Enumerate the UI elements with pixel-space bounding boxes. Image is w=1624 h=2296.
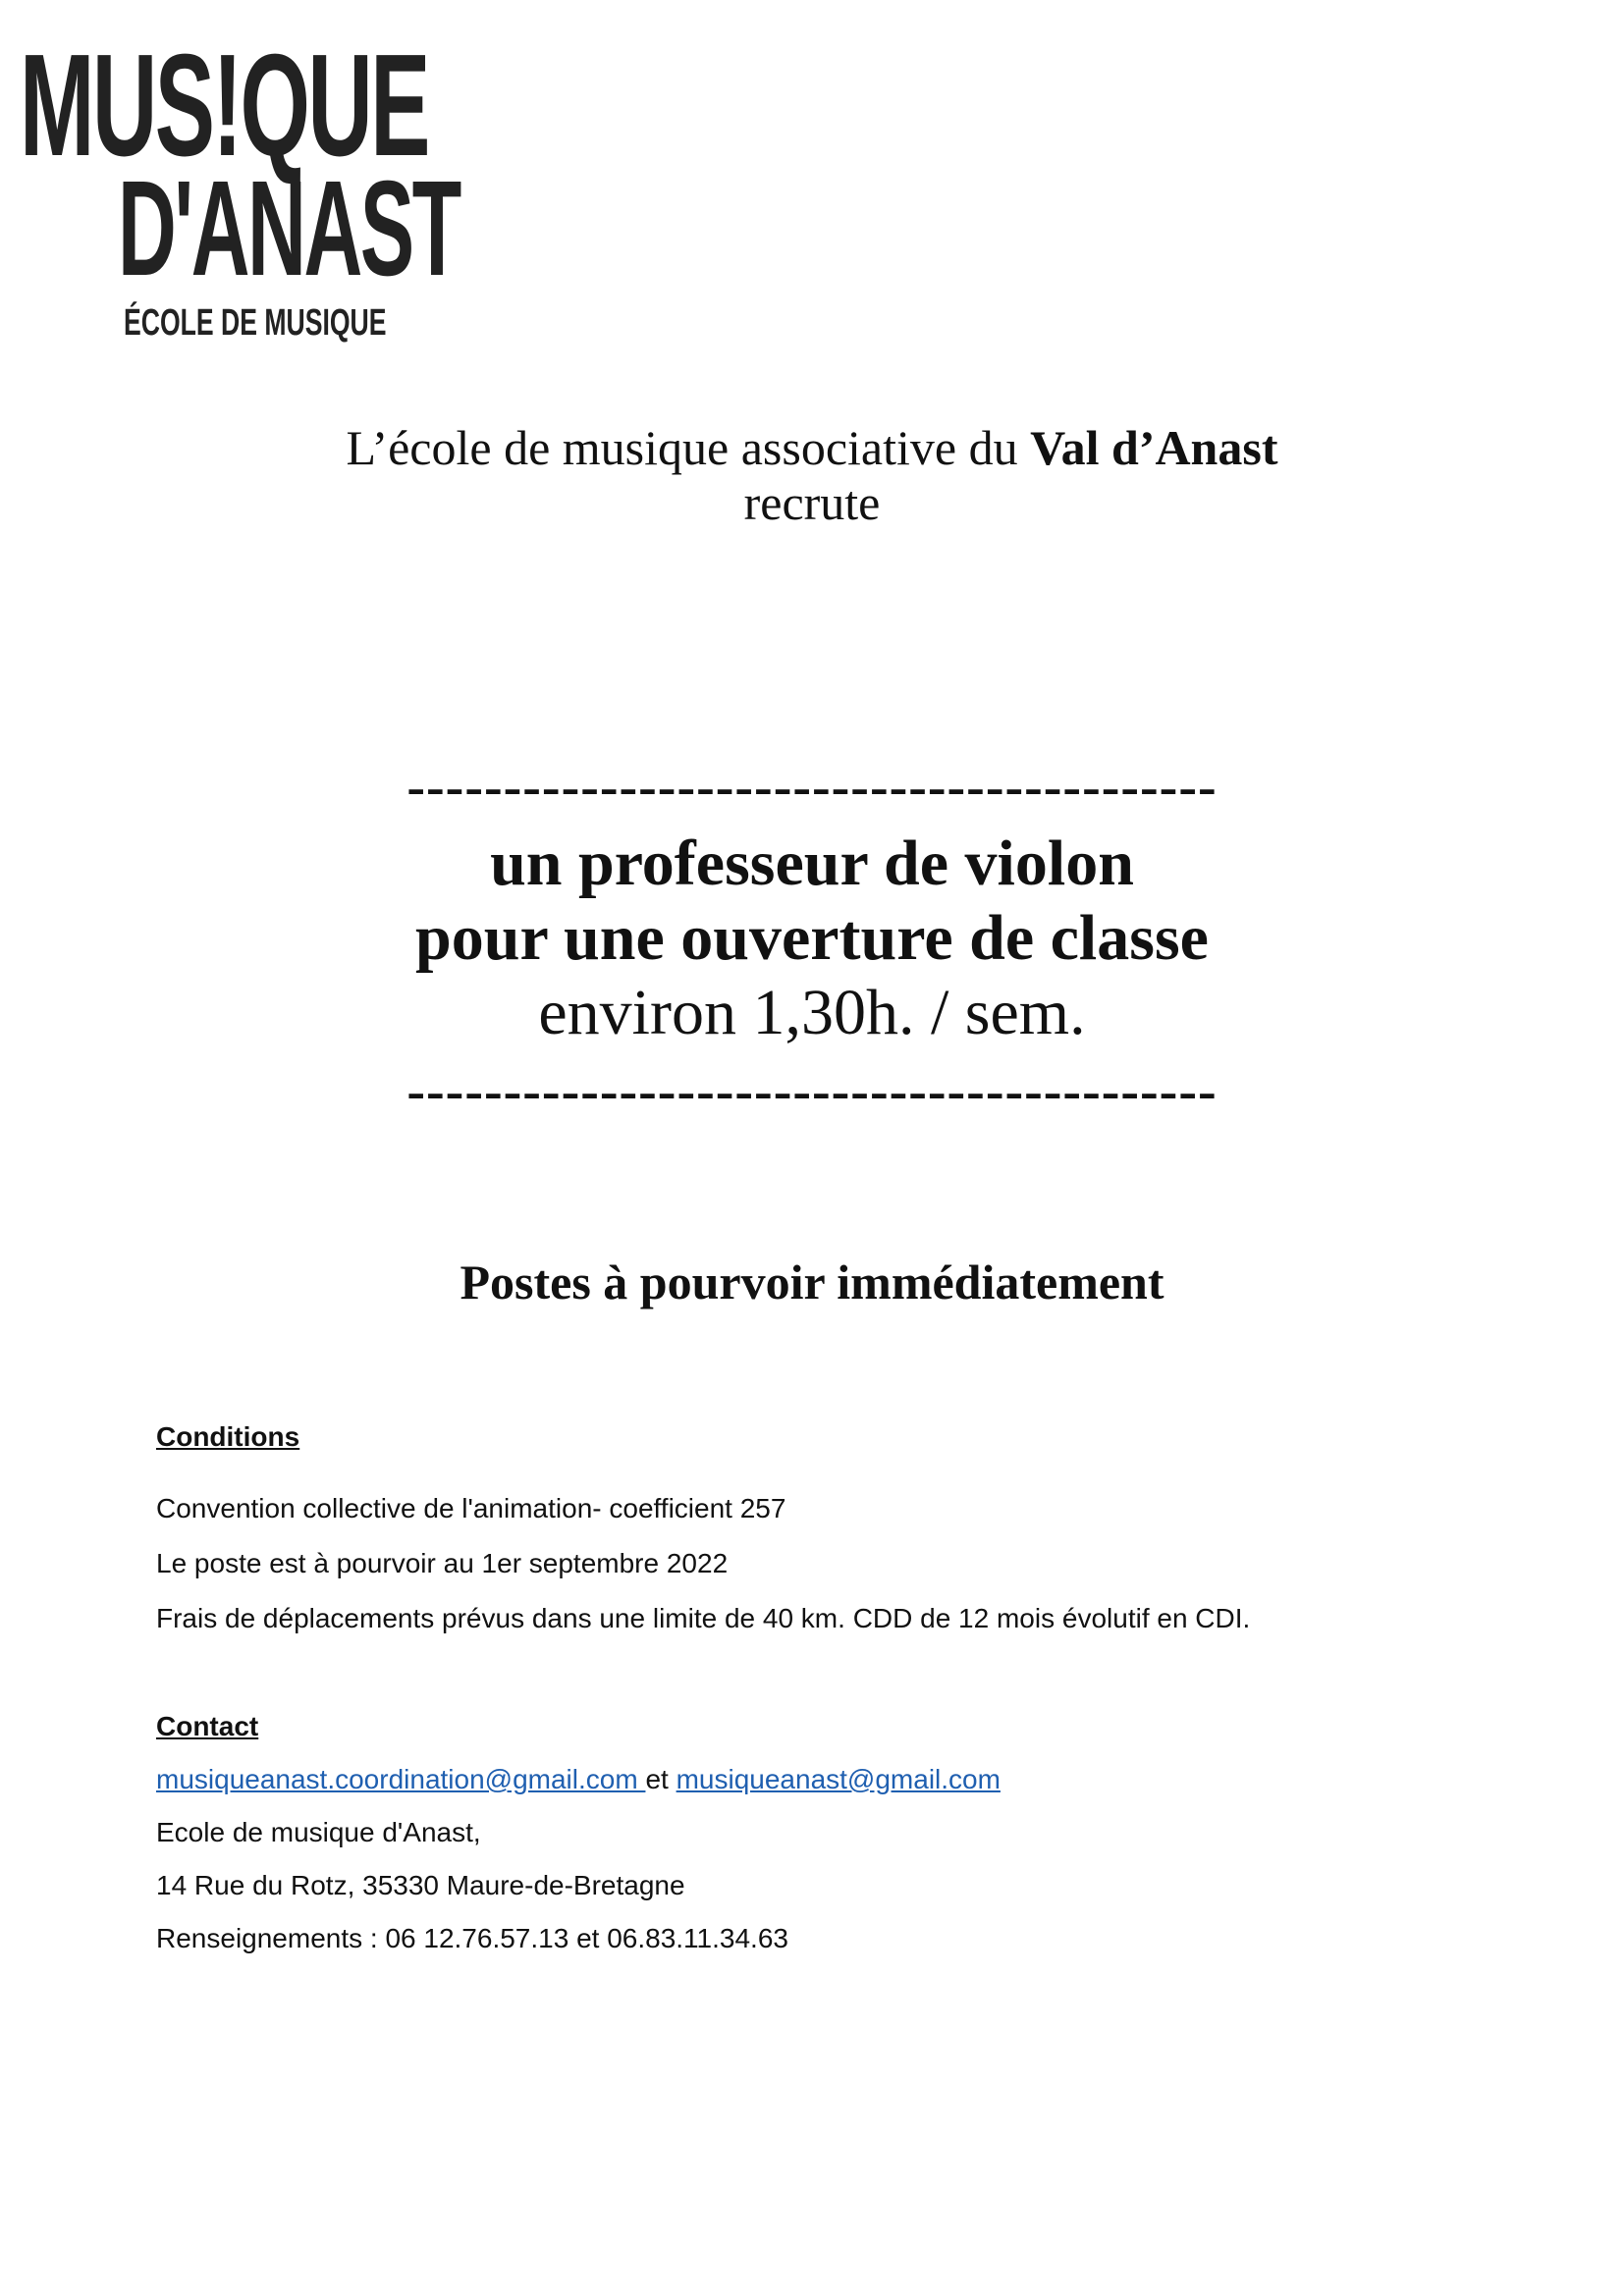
separator-top: ------------------------------------------: [406, 757, 1218, 818]
logo-text-musique: MUS!QUE: [20, 25, 428, 187]
job-title: un professeur de violon: [490, 828, 1134, 899]
conditions-heading: Conditions: [156, 1421, 300, 1452]
email-link-coordination[interactable]: musiqueanast.coordination@gmail.com: [156, 1764, 646, 1794]
job-subtitle: pour une ouverture de classe: [415, 902, 1209, 974]
intro-prefix: L’école de musique associative du: [346, 420, 1031, 475]
contact-address: 14 Rue du Rotz, 35330 Maure-de-Bretagne: [156, 1870, 685, 1900]
contact-phones: Renseignements : 06 12.76.57.13 et 06.83.11.34.63: [156, 1923, 788, 1953]
intro-school-name: Val d’Anast: [1030, 420, 1278, 475]
intro-heading: [0, 420, 1624, 530]
email-link-main[interactable]: musiqueanast@gmail.com: [676, 1764, 1001, 1794]
logo-text-danast: D'ANAST: [118, 153, 460, 304]
condition-item: Le poste est à pourvoir au 1er septembre 2022: [156, 1548, 729, 1578]
separator-bottom: ------------------------------------------: [406, 1061, 1218, 1122]
school-logo: [20, 25, 460, 344]
contact-emails: [156, 1764, 1001, 1795]
logo-text-ecole: ÉCOLE DE MUSIQUE: [124, 302, 387, 344]
email-connector: et: [645, 1764, 677, 1794]
contact-heading: Contact: [156, 1711, 259, 1741]
intro-recrute: recrute: [743, 475, 881, 530]
condition-item: Frais de déplacements prévus dans une limite de 40 km. CDD de 12 mois évolutif en CDI.: [156, 1603, 1251, 1633]
postes-heading: Postes à pourvoir immédiatement: [460, 1255, 1164, 1309]
job-hours: environ 1,30h. / sem.: [538, 977, 1086, 1048]
contact-school-name: Ecole de musique d'Anast,: [156, 1817, 481, 1847]
condition-item: Convention collective de l'animation- coefficient 257: [156, 1493, 786, 1523]
